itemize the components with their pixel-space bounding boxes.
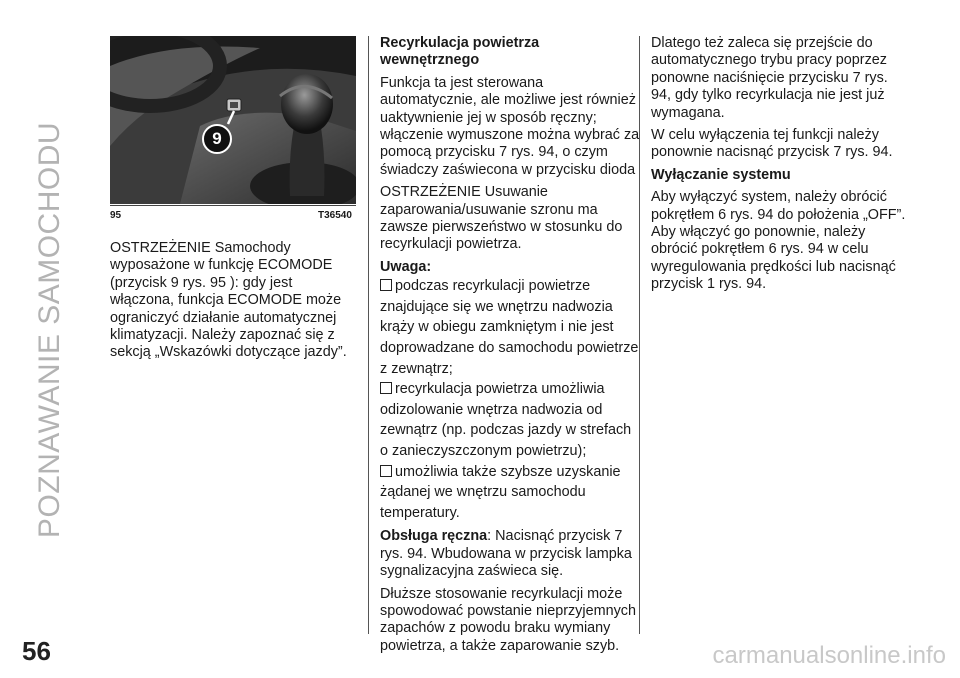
figure-rule <box>110 205 356 206</box>
column-1 <box>110 240 360 367</box>
checkbox-bullet-icon <box>380 465 392 477</box>
paragraph: Aby wyłączyć system, należy obrócić pokrętłem 6 rys. 94 do położenia „OFF”. Aby włączyć go ponownie, należy obrócić pokrętłem 6 rys. 94 w celu wyregulowania prędkości lub nacisnąć przycisk 1 rys. 94. <box>651 189 906 293</box>
bullet-item: umożliwia także szybsze uzyskanie żądanej we wnętrzu samochodu temperatury. <box>380 463 621 521</box>
manual-operation: Obsługa ręczna: Nacisnąć przycisk 7 rys. 94. Wbudowana w przycisk lampka sygnalizacyjna zaświeca się. <box>380 528 632 580</box>
ecomode-warning: OSTRZEŻENIE Samochody wyposażone w funkcję ECOMODE (przycisk 9 rys. 95 ): gdy jest włączona, funkcja ECOMODE może ograniczyć działanie automatycznej klimatyzacji. Należy zapoznać się z sekcją „Wskazówki dotyczące jazdy”. <box>110 240 347 361</box>
checkbox-bullet-icon <box>380 279 392 291</box>
column-2 <box>380 35 640 660</box>
paragraph: Dłuższe stosowanie recyrkulacji może spowodować powstanie nieprzyjemnych zapachów z powodu braku wymiany powietrza, a także zaparowanie szyb. <box>380 585 636 654</box>
column-3 <box>651 35 911 299</box>
watermark: carmanualsonline.info <box>712 642 946 669</box>
section-side-title: POZNAWANIE SAMOCHODU <box>33 121 66 539</box>
manual-label: Obsługa ręczna <box>380 528 488 545</box>
section-heading: Wyłączanie systemu <box>651 166 791 183</box>
figure-number: 95 <box>110 210 122 221</box>
figure-code: T36540 <box>318 210 352 221</box>
callout-circle <box>202 124 232 154</box>
gear-lever-illustration <box>110 36 356 204</box>
paragraph: Funkcja ta jest sterowana automatycznie, ale możliwe jest również uaktywnienie jej w sposób ręczny; włączenie wymuszone można wybrać za pomocą przycisku 7 rys. 94, o czym świadczy zaświecona w przycisku dioda <box>380 74 640 178</box>
paragraph: Dlatego też zaleca się przejście do automatycznego trybu pracy poprzez ponowne naciśnięcie przycisku 7 rys. 94, gdy tylko recyrkulacja nie jest już wymagana. <box>651 35 888 121</box>
paragraph: W celu wyłączenia tej funkcji należy ponownie nacisnąć przycisk 7 rys. 94. <box>651 127 893 161</box>
bullet-item: podczas recyrkulacji powietrze znajdujące się we wnętrzu nadwozia krąży w obiegu zamkniętym i nie jest doprowadzane do samochodu powietrze z zewnątrz; <box>380 278 639 377</box>
checkbox-bullet-icon <box>380 382 392 394</box>
bullet-item: recyrkulacja powietrza umożliwia odizolowanie wnętrza nadwozia od zewnątrz (np. podczas jazdy w strefach o zanieczyszczonym powietrzu); <box>380 381 632 460</box>
defrost-warning: OSTRZEŻENIE Usuwanie zaparowania/usuwanie szronu ma zawsze pierwszeństwo w stosunku do recyrkulacji powietrza. <box>380 184 623 253</box>
section-heading: Recyrkulacja powietrza wewnętrznego <box>380 35 540 69</box>
dashboard-photo <box>110 36 356 204</box>
column-divider <box>368 36 369 634</box>
column-divider <box>639 36 640 634</box>
callout-number: 9 <box>212 129 222 148</box>
page-number: 56 <box>22 636 51 666</box>
note-label: Uwaga: <box>380 258 432 275</box>
